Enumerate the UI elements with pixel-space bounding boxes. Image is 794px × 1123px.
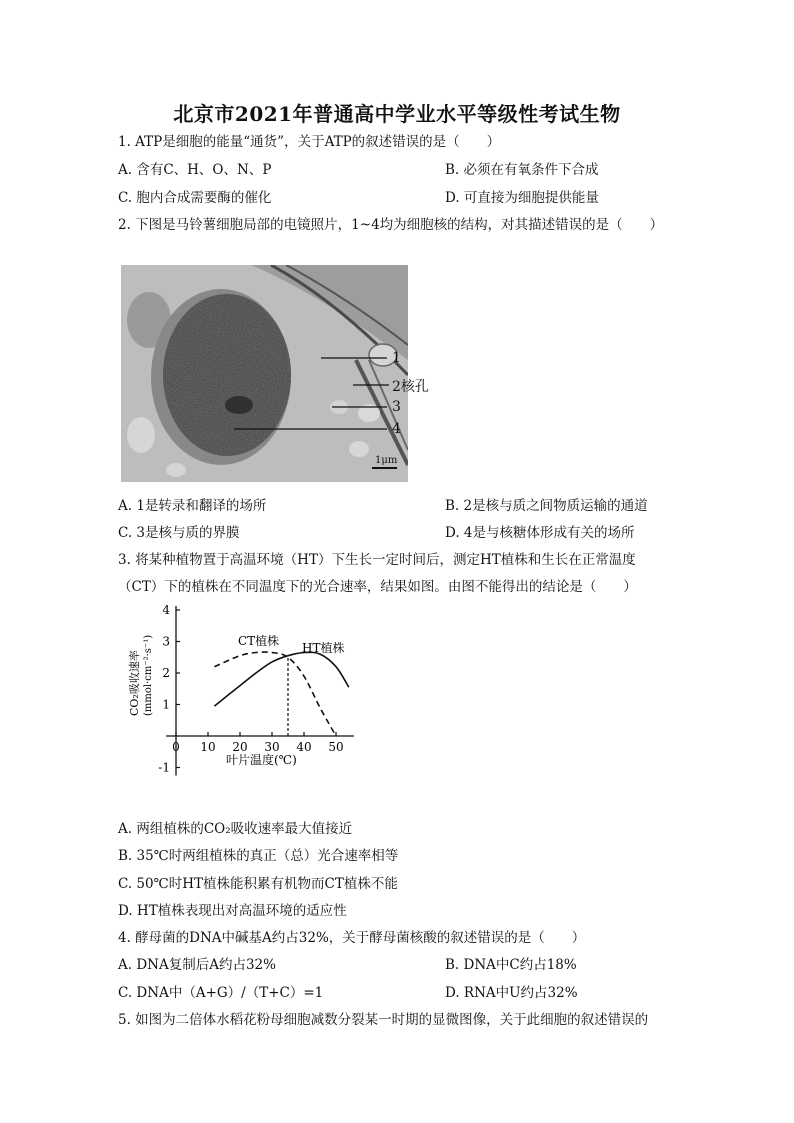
q4-option-c: C. DNA中（A+G）/（T+C）=1: [118, 985, 324, 1001]
q3-option-a: A. 两组植株的CO₂吸收速率最大值接近: [118, 821, 353, 837]
q3-stem-line2: （CT）下的植株在不同温度下的光合速率，结果如图。由图不能得出的结论是（ ）: [118, 579, 637, 595]
x-tick-label: 40: [296, 740, 312, 754]
q1-option-c: C. 胞内合成需要酶的催化: [118, 190, 272, 206]
y-tick-label: 3: [162, 634, 170, 649]
q3-option-b: B. 35℃时两组植株的真正（总）光合速率相等: [118, 848, 399, 864]
q2-option-b: B. 2是核与质之间物质运输的通道: [445, 498, 648, 514]
q4-option-a: A. DNA复制后A约占32%: [118, 957, 276, 973]
ct-series-line: [214, 652, 336, 736]
y-tick-label: 4: [162, 603, 170, 617]
x-tick-label: 10: [200, 740, 216, 754]
q3-option-c: C. 50℃时HT植株能积累有机物而CT植株不能: [118, 876, 398, 892]
x-axis-title: 叶片温度(℃): [226, 753, 297, 767]
q4-stem: 4. 酵母菌的DNA中碱基A约占32%，关于酵母菌核酸的叙述错误的是（ ）: [118, 930, 586, 946]
q1-stem: 1. ATP是细胞的能量“通货”，关于ATP的叙述错误的是（ ）: [118, 134, 501, 150]
ct-legend-label: CT植株: [238, 634, 280, 648]
q5-stem: 5. 如图为二倍体水稻花粉母细胞减数分裂某一时期的显微图像，关于此细胞的叙述错误的: [118, 1012, 649, 1028]
x-tick-label: 0: [172, 740, 180, 754]
q4-option-b: B. DNA中C约占18%: [445, 957, 577, 973]
q1-option-b: B. 必须在有氧条件下合成: [445, 162, 599, 178]
y-tick-label: -1: [158, 760, 170, 775]
q2-option-d: D. 4是与核糖体形成有关的场所: [445, 525, 635, 541]
y-tick-label: 1: [162, 697, 170, 712]
electron-micrograph: [121, 265, 408, 482]
photosynthesis-chart: [118, 598, 378, 782]
x-tick-label: 20: [232, 740, 248, 754]
micrograph-label-4: 4: [392, 421, 401, 437]
micrograph-label-3: 3: [392, 399, 401, 415]
q2-option-a: A. 1是转录和翻译的场所: [118, 498, 267, 514]
ht-series-line: [214, 652, 348, 706]
q1-option-a: A. 含有C、H、O、N、P: [118, 162, 272, 178]
ht-legend-label: HT植株: [302, 641, 345, 655]
q1-option-d: D. 可直接为细胞提供能量: [445, 190, 599, 206]
micrograph-label-2: 2核孔: [392, 379, 429, 395]
q4-option-d: D. RNA中U约占32%: [445, 985, 578, 1001]
q2-stem: 2. 下图是马铃薯细胞局部的电镜照片，1~4均为细胞核的结构，对其描述错误的是（ ）: [118, 217, 664, 233]
y-axis-title: CO₂吸收速率: [128, 650, 141, 716]
micrograph-label-1: 1: [392, 350, 401, 366]
q3-stem-line1: 3. 将某种植物置于高温环境（HT）下生长一定时间后，测定HT植株和生长在正常温度: [118, 552, 636, 568]
y-axis-unit: (mmol·cm⁻²·s⁻¹): [143, 634, 154, 716]
y-tick-label: 2: [162, 666, 170, 680]
scale-bar-label: 1μm: [375, 455, 398, 466]
x-tick-label: 50: [328, 740, 344, 754]
x-tick-label: 30: [264, 740, 280, 754]
q2-option-c: C. 3是核与质的界膜: [118, 525, 240, 541]
q3-option-d: D. HT植株表现出对高温环境的适应性: [118, 903, 347, 919]
page-title: 北京市2021年普通高中学业水平等级性考试生物: [173, 102, 621, 126]
